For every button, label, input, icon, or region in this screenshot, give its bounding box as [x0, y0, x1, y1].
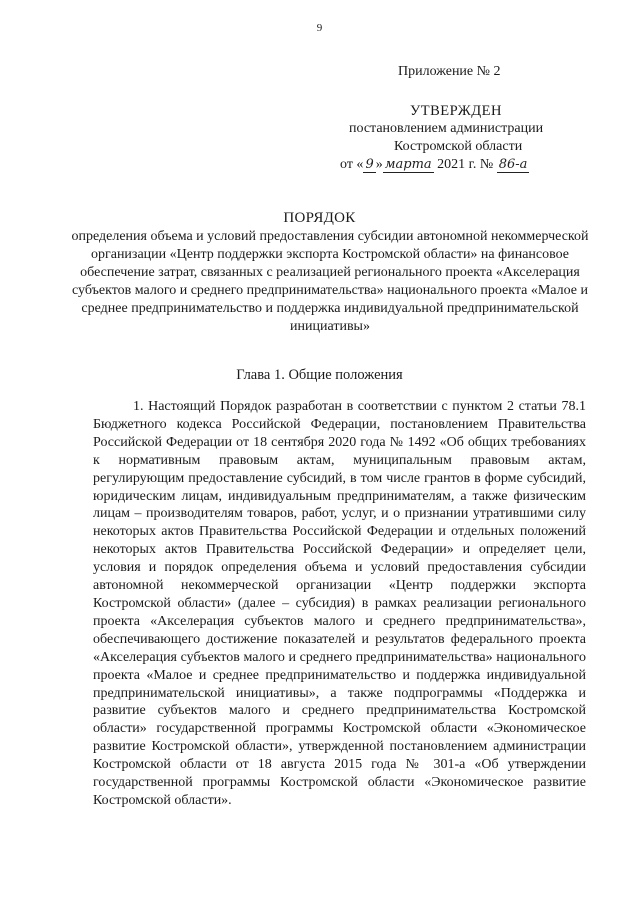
- approved-region-line: Костромской области: [394, 139, 523, 154]
- page-number: 9: [316, 22, 323, 34]
- document-body: [93, 398, 586, 810]
- paragraph-1: 1. Настоящий Порядок разработан в соответствии с пунктом 2 статьи 78.1 Бюджетного кодекса Российской Федерации, постановлением Правительства Российской Федерации от 18 сентября 2020 года № 1492 «Об общих требованиях к нормативным правовым актам, муниципальным правовым актам, регулирующим предоставление субсидий, в том числе грантов в форме субсидий, юридическим лицам, индивидуальным предпринимателям, а также физическим лицам – производителям товаров, работ, услуг, и о признании утратившими силу некоторых актов Правительства Российской Федерации и отдельных положений некоторых актов Правительства Российской Федерации» и определяет цели, условия и порядок определения объема и условий предоставления субсидии автономной некоммерческой организации «Центр поддержки экспорта Костромской области» (далее – субсидия) в рамках реализации регионального проекта «Акселерация субъектов малого и среднего предпринимательства», обеспечивающего достижение показателей и результатов федерального проекта «Акселерация субъектов малого и среднего предпринимательства» национального проекта «Малое и среднее предпринимательство и поддержка индивидуальной предпринимательской инициативы», а также подпрограммы «Поддержка и развитие субъектов малого и среднего предпринимательства Костромской области» государственной программы Костромской области «Экономическое развитие Костромской области», утвержденной постановлением администрации Костромской области от 18 августа 2015 года № 301-а «Об утверждении государственной программы Костромской области «Экономическое развитие Костромской области».: [93, 399, 586, 808]
- handwritten-number: 86-а: [498, 157, 528, 172]
- appendix-label: Приложение № 2: [398, 64, 501, 79]
- approved-by-line: постановлением администрации: [349, 121, 544, 136]
- approved-heading: УТВЕРЖДЕН: [410, 103, 502, 119]
- handwritten-month: марта: [384, 157, 432, 172]
- date-year: 2021 г. №: [437, 157, 494, 172]
- date-prefix: от «: [340, 157, 364, 172]
- chapter-heading: Глава 1. Общие положения: [236, 367, 403, 383]
- document-title: ПОРЯДОК: [283, 210, 356, 226]
- document-subtitle: определения объема и условий предоставления субсидии автономной некоммерческой организации «Центр поддержки экспорта Костромской области» на финансовое обеспечение затрат, связанных с реализацией регионального проекта «Акселерация субъектов малого и среднего предпринимательства» национального проекта «Малое и среднее предпринимательство и поддержка индивидуальной предпринимательской инициативы»: [71, 229, 589, 334]
- approval-date-line: [340, 157, 529, 173]
- handwritten-day: 9: [365, 157, 374, 172]
- date-mid: »: [375, 157, 383, 172]
